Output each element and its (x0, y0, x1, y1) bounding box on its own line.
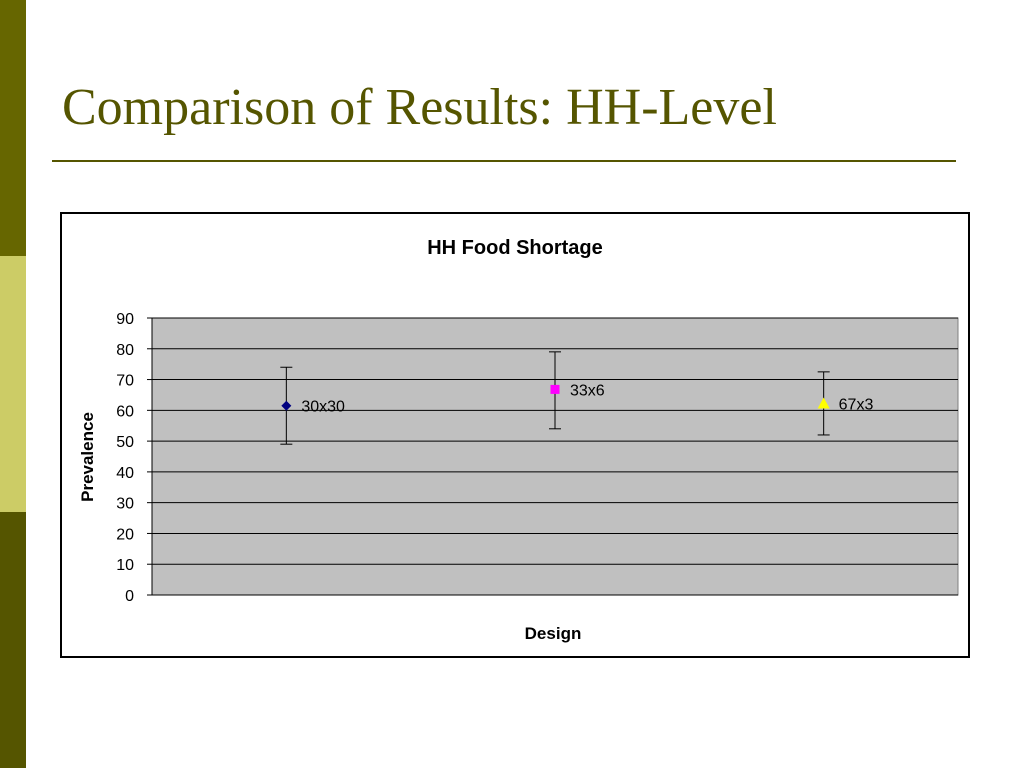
data-point-square (551, 385, 560, 394)
y-tick-label: 30 (116, 495, 134, 513)
chart-title: HH Food Shortage (427, 237, 603, 259)
y-tick-label: 70 (116, 372, 134, 390)
data-label: 67x3 (838, 396, 874, 414)
data-label: 33x6 (570, 382, 605, 400)
title-divider (52, 160, 956, 162)
x-axis-label: Design (524, 624, 582, 643)
y-tick-label: 40 (116, 464, 134, 482)
y-tick-label: 80 (116, 341, 134, 359)
y-tick-label: 60 (116, 403, 134, 421)
y-tick-label: 90 (116, 311, 134, 328)
y-tick-label: 50 (116, 434, 134, 452)
decor-bar-middle (0, 256, 26, 512)
y-axis-label: Prevalence (78, 412, 97, 502)
y-tick-label: 10 (116, 557, 134, 575)
decor-bar-top (0, 0, 26, 256)
slide-title: Comparison of Results: HH-Level (62, 79, 777, 136)
y-tick-label: 20 (116, 526, 134, 544)
chart-container (60, 212, 970, 658)
data-label: 30x30 (301, 398, 345, 416)
decor-bar-bottom (0, 512, 26, 768)
y-tick-label: 0 (125, 588, 134, 605)
chart-canvas (62, 214, 968, 656)
